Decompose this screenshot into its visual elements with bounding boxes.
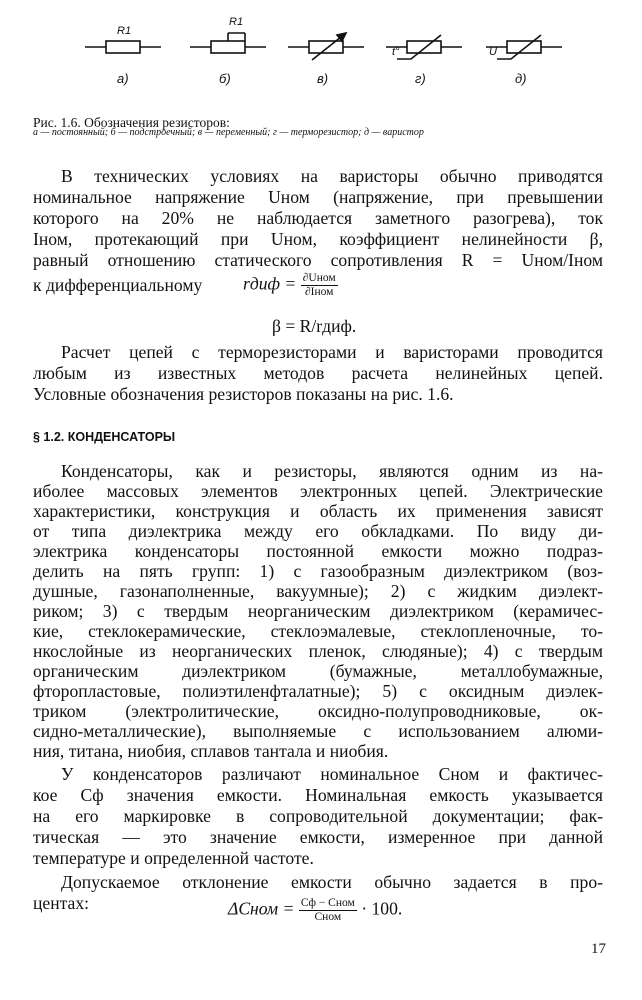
text-line: центах: [33,893,90,913]
formula-denominator: ∂Iном [304,286,334,298]
deviation-formula-numerator: Cф − Cном [300,897,355,909]
symbol-d-sublabel: д) [515,71,527,86]
text-line: к дифференциальному [33,275,203,295]
text-line: кие, стеклокерамические, стеклоэмалевые, стеклопленочные, то- [33,621,603,641]
capacitance-deviation-formula [228,897,402,924]
formula-fraction [301,272,338,299]
trimmer-resistor-symbol [190,33,266,53]
formula-numerator: ∂Uном [302,272,336,284]
text-line: нкослойные из неорганических пленок, слюдяные); 4) с твердым [33,641,603,661]
text-line: Допускаемое отклонение емкости обычно задается в про- [61,872,603,892]
symbol-a-sublabel: а) [117,71,129,86]
differential-resistance-formula [243,272,338,299]
text-line: Расчет цепей с терморезисторами и варисторами проводится [61,342,603,362]
text-line: на его маркировке в сопроводительной документации; фак- [33,806,603,826]
text-line: электрика конденсаторы постоянной емкости можно подраз- [33,541,603,561]
text-line: риком; 3) с твердым неорганическим диэлектриком (керамичес- [33,601,603,621]
text-line: триком (электролитические, оксидно-полупроводниковые, ок- [33,701,603,721]
text-line: В технических условиях на варисторы обычно приводятся [61,166,603,186]
formula-lhs: rдиф = [243,273,297,294]
text-line: равный отношению статического сопротивления R = Uном/Iном [33,250,603,270]
trimmer-resistor-tag: R1 [229,16,244,28]
varistor-tag: U [489,46,497,58]
text-line: ния, титана, ниобия, сплавов тантала и ниобия. [33,741,389,761]
text-line: душные, газонаполненные, вакуумные); 2) с жидким диэлект- [33,581,603,601]
fixed-resistor-tag: R1 [117,25,132,37]
figure-caption-title: Рис. 1.6. Обозначения резисторов: [33,115,230,130]
text-line: от типа диэлектрика между его обкладками. По виду ди- [33,521,603,541]
symbol-g-sublabel: г) [415,71,426,86]
text-line: которого на 20% не наблюдается заметного разогрева), ток [33,208,603,228]
text-line: У конденсаторов различают номинальное Cном и фактичес- [61,764,603,784]
symbol-v-sublabel: в) [317,71,329,86]
text-line: сидно-металлические), выполняемые с использованием алюми- [33,721,603,741]
text-line: фторопластовые, полиэтиленфталатные); 5) с оксидным диэлек- [33,681,603,701]
text-line: Конденсаторы, как и резисторы, являются одним из на- [61,461,603,481]
text-line: кое Cф значения емкости. Номинальная емкость указывается [33,785,603,805]
text-line: органическим диэлектриком (бумажные, металлобумажные, [33,661,603,681]
figure-caption-legend: а — постоянный; б — подстроечный; в — переменный; г — терморезистор; д — варистор [33,127,424,138]
resistor-symbols-figure [0,0,642,100]
variable-resistor-symbol [288,33,364,60]
text-line: Iном, протекающий при Uном, коэффициент нелинейности β, [33,229,603,249]
thermistor-tag: t° [392,46,400,58]
text-line: тическая — это значение емкости, измеренное при данной [33,827,603,847]
text-line: иболее массовых элементов электронных цепей. Электрические [33,481,603,501]
deviation-formula-rhs: · 100. [361,898,403,919]
deviation-formula-fraction [299,897,357,924]
fixed-resistor-symbol [85,41,161,53]
text-line: номинальное напряжение Uном (напряжение, при превышении [33,187,603,207]
section-heading: § 1.2. КОНДЕНСАТОРЫ [33,430,176,444]
text-line: любым из известных методов расчета нелинейных цепей. [33,363,603,383]
beta-formula: β = R/rдиф. [272,316,357,336]
text-line: температуре и определенной частоте. [33,848,314,868]
text-line: характеристики, конструкция и область их применения зависят [33,501,603,521]
text-line: Условные обозначения резисторов показаны на рис. 1.6. [33,384,454,404]
page-number: 17 [591,941,606,957]
deviation-formula-lhs: ΔCном = [228,898,295,919]
symbol-b-sublabel: б) [219,71,231,86]
deviation-formula-denominator: Cном [314,911,342,923]
varistor-symbol [486,35,562,59]
text-line: делить на пять групп: 1) с газообразным диэлектриком (воз- [33,561,603,581]
